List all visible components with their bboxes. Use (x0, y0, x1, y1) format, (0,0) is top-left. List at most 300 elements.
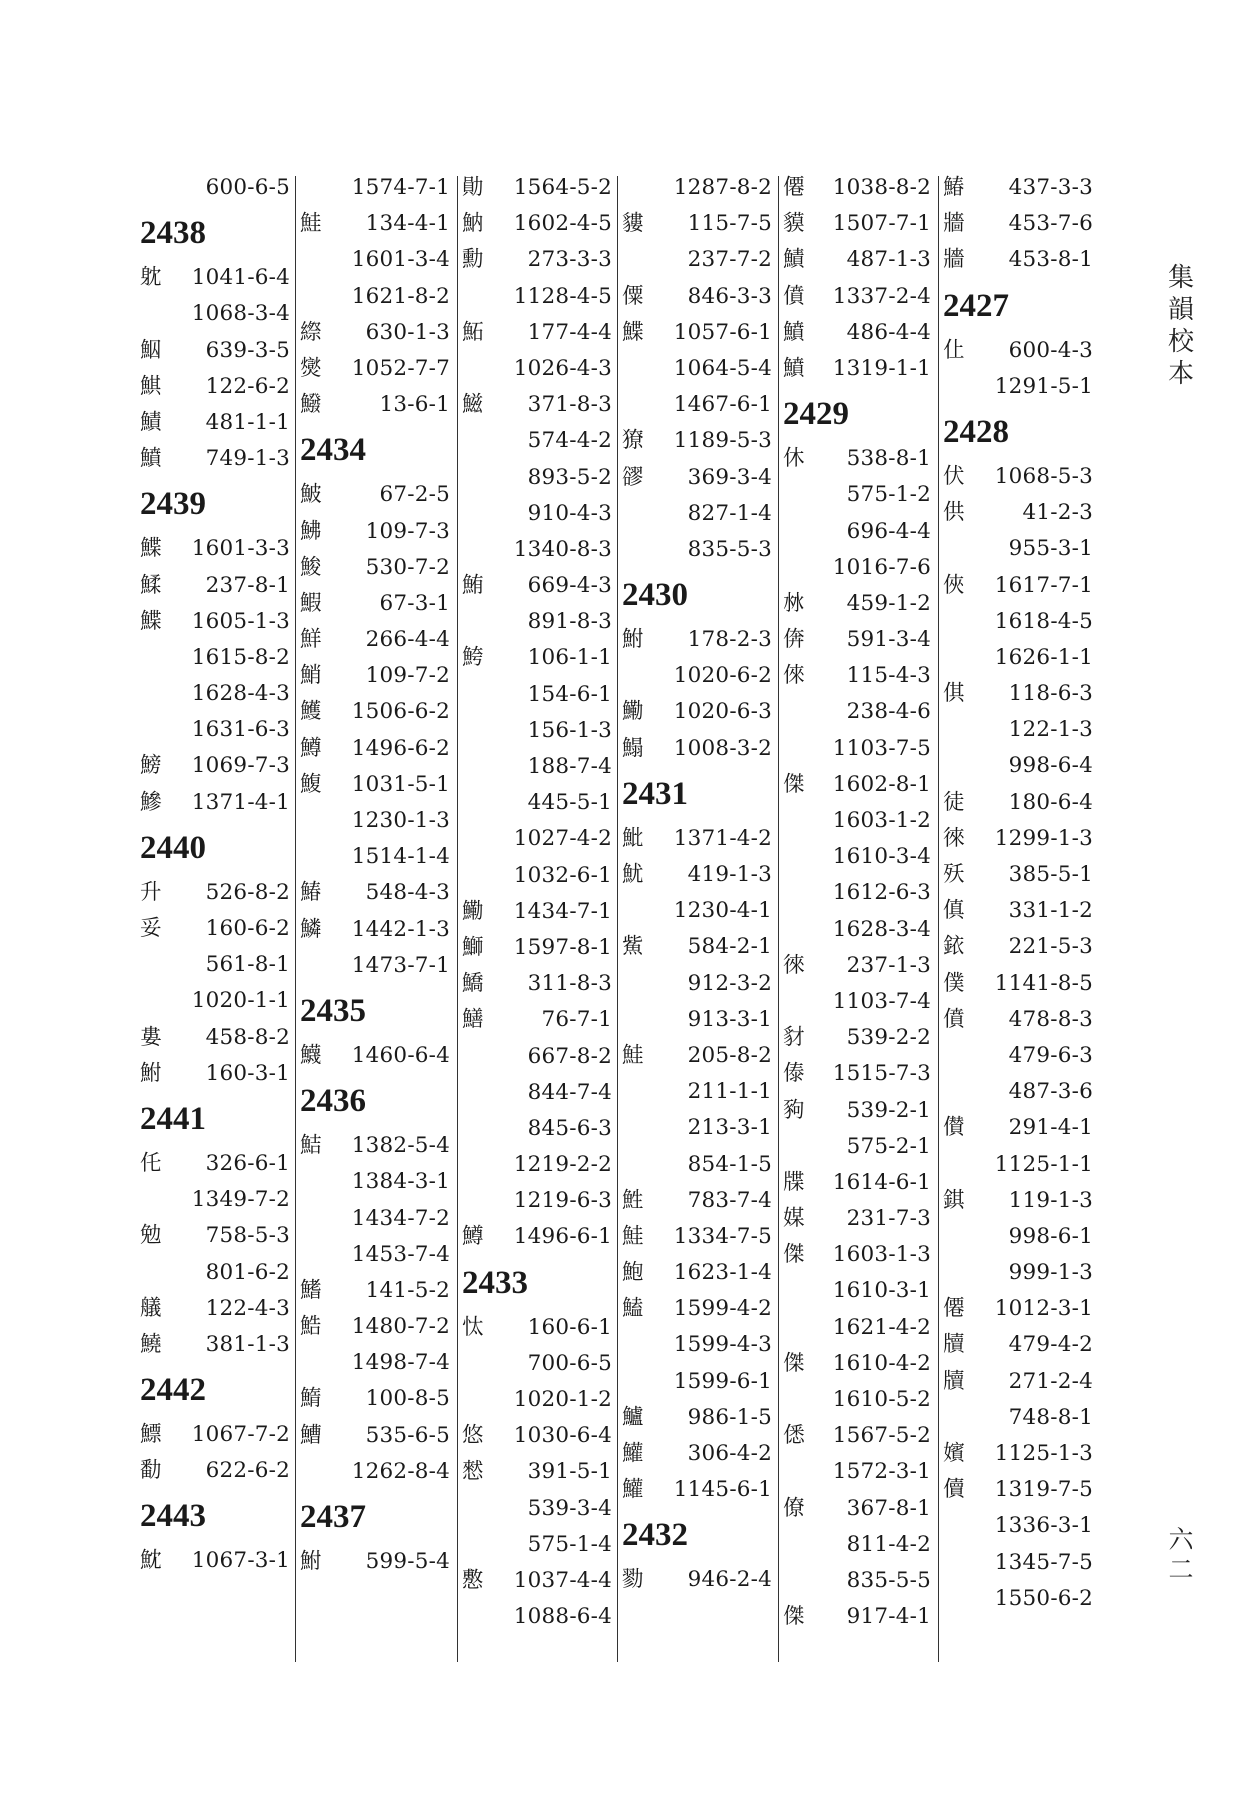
entry-reference: 122-4-3 (205, 1295, 290, 1321)
entry-reference: 1515-7-3 (832, 1061, 931, 1087)
entry-character: 牘 (943, 1368, 965, 1394)
index-entry (943, 1255, 1093, 1291)
index-entry (622, 1472, 772, 1508)
entry-character: 鰤 (462, 934, 484, 960)
index-entry (140, 369, 290, 405)
entry-character: 勠 (622, 1567, 644, 1593)
entry-reference: 1349-7-2 (191, 1187, 290, 1213)
entry-reference: 1012-3-1 (994, 1296, 1093, 1322)
index-entry (462, 640, 612, 676)
entry-reference: 445-5-1 (527, 790, 612, 816)
entry-character: 魷 (622, 862, 644, 887)
entry-reference: 1032-6-1 (513, 862, 612, 888)
index-entry (462, 1454, 612, 1490)
entry-reference: 391-5-1 (527, 1459, 612, 1485)
entry-character: 倴 (783, 627, 805, 653)
entry-reference: 479-6-3 (1008, 1042, 1093, 1068)
index-entry (462, 677, 612, 713)
index-entry (622, 1562, 772, 1598)
entry-character: 鮒 (300, 1549, 322, 1574)
index-entry (943, 495, 1093, 531)
index-entry (300, 1273, 450, 1309)
entry-reference: 1603-1-3 (832, 1242, 931, 1268)
entry-character: 傎 (943, 898, 965, 924)
index-entry (783, 1491, 931, 1527)
index-entry (783, 1129, 931, 1165)
index-entry (622, 170, 772, 206)
entry-character: 傑 (783, 771, 805, 797)
index-entry (783, 948, 931, 984)
entry-reference: 306-4-2 (687, 1441, 772, 1466)
index-entry (462, 749, 612, 785)
index-entry (622, 1002, 772, 1038)
section-number (140, 206, 290, 260)
index-entry (783, 1346, 931, 1382)
entry-reference: 458-8-2 (205, 1024, 290, 1050)
index-entry (783, 1527, 931, 1563)
index-entry (462, 496, 612, 532)
entry-reference: 115-4-3 (846, 663, 931, 689)
entry-reference: 1460-6-4 (351, 1042, 450, 1068)
index-entry (300, 1309, 450, 1345)
index-entry (140, 1182, 290, 1218)
entry-character: 鱙 (140, 1331, 162, 1357)
entry-reference: 1601-3-3 (191, 536, 290, 562)
index-entry (943, 640, 1093, 676)
entry-reference: 381-1-3 (205, 1331, 290, 1357)
section-number-text: 2434 (300, 432, 366, 469)
entry-reference: 1514-1-4 (351, 844, 450, 870)
entry-reference: 178-2-3 (687, 627, 772, 653)
index-entry (783, 1056, 931, 1092)
entry-reference: 1020-6-2 (673, 663, 772, 689)
entry-character: 鰈 (140, 608, 162, 634)
index-entry (140, 640, 290, 676)
entry-reference: 1498-7-4 (351, 1350, 450, 1376)
book-title: 集 韻 校 本 (1167, 263, 1194, 389)
entry-reference: 749-1-3 (205, 446, 290, 472)
index-entry (462, 1075, 612, 1111)
index-entry (943, 712, 1093, 748)
entry-reference: 913-3-1 (687, 1006, 772, 1032)
entry-character: 牒 (783, 1169, 805, 1195)
index-entry (300, 1381, 450, 1417)
entry-character: 僊 (943, 1296, 965, 1322)
index-entry (140, 1417, 290, 1453)
index-entry (462, 1219, 612, 1255)
entry-reference: 154-6-1 (527, 681, 612, 707)
entry-reference: 999-1-3 (1008, 1260, 1093, 1286)
index-entry (783, 477, 931, 513)
entry-reference: 180-6-4 (1008, 789, 1093, 815)
section-number-text: 2435 (300, 992, 366, 1029)
index-entry (462, 1039, 612, 1075)
entry-character: 鮭 (300, 211, 322, 237)
index-entry (783, 1165, 931, 1201)
entry-reference: 115-7-5 (687, 211, 772, 237)
entry-reference: 538-8-1 (846, 446, 931, 472)
column-divider (457, 176, 458, 1662)
index-entry (462, 1111, 612, 1147)
entry-reference: 998-6-1 (1008, 1223, 1093, 1249)
entry-reference: 109-7-2 (365, 663, 450, 689)
index-entry (622, 423, 772, 459)
index-entry (462, 1310, 612, 1346)
entry-reference: 845-6-3 (527, 1115, 612, 1141)
entry-character: 鱍 (300, 392, 322, 418)
entry-reference: 1628-4-3 (191, 681, 290, 707)
entry-character: 傑 (783, 1604, 805, 1630)
index-entry (783, 694, 931, 730)
entry-character: 儧 (943, 1115, 965, 1141)
entry-character: 鱹 (622, 1477, 644, 1503)
index-entry (300, 875, 450, 911)
entry-reference: 893-5-2 (527, 464, 612, 490)
entry-reference: 1610-3-4 (832, 844, 931, 870)
entry-character: 鮮 (300, 627, 322, 653)
entry-reference: 667-8-2 (527, 1043, 612, 1069)
index-entry (943, 1002, 1093, 1038)
index-entry (943, 1183, 1093, 1219)
entry-character: 鰖 (300, 1386, 322, 1412)
index-entry (462, 604, 612, 640)
entry-reference: 1496-6-2 (351, 735, 450, 761)
index-entry (783, 206, 931, 242)
index-entry (300, 315, 450, 351)
section-number (622, 1508, 772, 1562)
entry-reference: 1145-6-1 (673, 1477, 772, 1503)
entry-character: 徠 (783, 952, 805, 978)
entry-reference: 1626-1-1 (994, 644, 1093, 670)
index-entry (783, 622, 931, 658)
entry-character: 貗 (622, 211, 644, 237)
entry-reference: 946-2-4 (687, 1567, 772, 1593)
entry-reference: 1371-4-1 (191, 789, 290, 815)
section-number (943, 279, 1093, 333)
entry-reference: 986-1-5 (687, 1404, 772, 1430)
entry-reference: 1230-4-1 (673, 898, 772, 924)
index-entry (300, 351, 450, 387)
entry-character: 沝 (783, 590, 805, 616)
entry-reference: 273-3-3 (527, 247, 612, 273)
entry-reference: 177-4-4 (527, 319, 612, 345)
index-entry (300, 1128, 450, 1164)
entry-character: 傣 (783, 1061, 805, 1087)
entry-reference: 1382-5-4 (351, 1133, 450, 1159)
entry-reference: 1141-8-5 (994, 970, 1093, 996)
entry-reference: 487-3-6 (1008, 1079, 1093, 1105)
entry-character: 鮒 (622, 627, 644, 653)
index-entry (622, 532, 772, 568)
index-entry (300, 170, 450, 206)
index-entry (462, 930, 612, 966)
index-entry (140, 1255, 290, 1291)
entry-reference: 1020-1-1 (191, 988, 290, 1014)
entry-reference: 1088-6-4 (513, 1604, 612, 1630)
index-entry (622, 1038, 772, 1074)
index-entry (462, 242, 612, 278)
index-entry (943, 1472, 1093, 1508)
entry-reference: 1384-3-1 (351, 1169, 450, 1195)
entry-character: 嬪 (943, 1441, 965, 1466)
index-entry (140, 1453, 290, 1489)
section-number (462, 1256, 612, 1310)
entry-character: 鰦 (462, 392, 484, 418)
entry-character: 鰽 (300, 1422, 322, 1448)
entry-character: 鰒 (300, 771, 322, 797)
entry-reference: 1615-8-2 (191, 644, 290, 670)
entry-character: 艤 (140, 1295, 162, 1321)
section-number-text: 2438 (140, 215, 206, 252)
entry-reference: 1572-3-1 (832, 1459, 931, 1485)
entry-reference: 530-7-2 (365, 554, 450, 580)
index-entry (622, 1364, 772, 1400)
index-entry (140, 333, 290, 369)
entry-reference: 67-2-5 (379, 482, 450, 508)
entry-reference: 696-4-4 (846, 518, 931, 544)
entry-character: 鰈 (622, 319, 644, 345)
entry-character: 僨 (943, 1006, 965, 1032)
entry-reference: 486-4-4 (846, 319, 931, 345)
index-entry (622, 1400, 772, 1436)
entry-character: 僕 (943, 970, 965, 996)
entry-character: 升 (140, 879, 162, 905)
entry-character: 鱹 (622, 1441, 644, 1466)
index-entry (462, 858, 612, 894)
index-entry (300, 1164, 450, 1200)
entry-character: 鱔 (462, 1007, 484, 1033)
entry-character: 僨 (783, 283, 805, 309)
entry-reference: 600-6-5 (205, 175, 290, 200)
index-entry (622, 351, 772, 387)
index-entry (300, 767, 450, 803)
index-entry (622, 966, 772, 1002)
entry-reference: 599-5-4 (365, 1549, 450, 1574)
entry-character: 鮍 (300, 482, 322, 508)
entry-reference: 1599-4-2 (673, 1296, 772, 1322)
index-entry (300, 1454, 450, 1490)
index-entry (622, 1219, 772, 1255)
index-entry (140, 676, 290, 712)
entry-reference: 1599-4-3 (673, 1332, 772, 1358)
entry-reference: 910-4-3 (527, 500, 612, 526)
entry-reference: 539-2-1 (846, 1097, 931, 1123)
entry-reference: 459-1-2 (846, 590, 931, 616)
entry-reference: 1219-2-2 (513, 1152, 612, 1178)
entry-character: 鱴 (300, 1042, 322, 1068)
entry-character: 妥 (140, 916, 162, 941)
section-number (783, 387, 931, 441)
section-number (622, 767, 772, 821)
entry-reference: 1605-1-3 (191, 608, 290, 634)
entry-reference: 1567-5-2 (832, 1423, 931, 1449)
index-entry (943, 459, 1093, 495)
entry-reference: 548-4-3 (365, 880, 450, 906)
entry-character: 魫 (140, 1548, 162, 1574)
index-entry (140, 260, 290, 296)
section-number-text: 2429 (783, 396, 849, 433)
index-entry (622, 622, 772, 658)
entry-character: 鮄 (300, 518, 322, 544)
index-entry (300, 731, 450, 767)
entry-reference: 106-1-1 (527, 645, 612, 671)
entry-reference: 367-8-1 (846, 1495, 931, 1521)
index-entry (943, 1074, 1093, 1110)
section-number (300, 1074, 450, 1128)
section-number-text: 2427 (943, 287, 1009, 324)
index-entry (622, 1255, 772, 1291)
entry-reference: 758-5-3 (205, 1223, 290, 1249)
entry-character: 鮪 (462, 573, 484, 599)
entry-reference: 1610-5-2 (832, 1387, 931, 1412)
entry-reference: 76-7-1 (541, 1007, 612, 1033)
entry-reference: 1319-7-5 (994, 1477, 1093, 1503)
index-entry (622, 821, 772, 857)
entry-reference: 100-8-5 (365, 1386, 450, 1412)
index-entry (622, 496, 772, 532)
index-entry (783, 839, 931, 875)
index-entry (783, 1418, 931, 1454)
index-entry (140, 875, 290, 911)
index-entry (300, 586, 450, 622)
entry-reference: 1319-1-1 (832, 355, 931, 381)
entry-reference: 1599-6-1 (673, 1368, 772, 1394)
section-number-text: 2441 (140, 1100, 206, 1137)
section-number (300, 984, 450, 1038)
entry-character: 鯕 (140, 373, 162, 399)
index-entry (140, 531, 290, 567)
index-entry (622, 242, 772, 278)
entry-reference: 600-4-3 (1008, 337, 1093, 363)
entry-character: 懯 (462, 1567, 484, 1593)
entry-reference: 1052-7-7 (351, 355, 450, 381)
section-number-text: 2440 (140, 829, 206, 866)
index-entry (300, 387, 450, 423)
index-entry (943, 1327, 1093, 1363)
index-entry (140, 1327, 290, 1363)
entry-character: 勛 (462, 175, 484, 200)
entry-reference: 1067-3-1 (191, 1548, 290, 1574)
entry-reference: 211-1-1 (687, 1079, 772, 1105)
index-entry (462, 568, 612, 604)
entry-character: 鮂 (140, 337, 162, 363)
entry-character: 鱝 (783, 355, 805, 381)
entry-character: 鱸 (622, 1404, 644, 1430)
index-entry (943, 1545, 1093, 1581)
index-entry (462, 1491, 612, 1527)
index-entry (462, 206, 612, 242)
entry-character: 鮆 (622, 934, 644, 960)
entry-character: 錤 (943, 1187, 965, 1213)
entry-reference: 1020-6-3 (673, 699, 772, 725)
index-entry (943, 785, 1093, 821)
entry-reference: 844-7-4 (527, 1079, 612, 1105)
index-entry (300, 279, 450, 315)
entry-character: 徠 (943, 825, 965, 851)
entry-reference: 1262-8-4 (351, 1458, 450, 1484)
entry-reference: 188-7-4 (527, 754, 612, 779)
entry-reference: 1564-5-2 (513, 175, 612, 200)
entry-reference: 1068-5-3 (994, 463, 1093, 489)
entry-character: 貘 (783, 211, 805, 237)
entry-reference: 326-6-1 (205, 1150, 290, 1176)
index-entry (140, 405, 290, 441)
entry-character: 悠 (462, 1423, 484, 1449)
index-entry (943, 1110, 1093, 1146)
index-column (622, 170, 772, 1660)
section-number-text: 2443 (140, 1498, 206, 1535)
entry-reference: 122-1-3 (1008, 717, 1093, 743)
entry-character: 傑 (783, 1242, 805, 1268)
index-entry (140, 1020, 290, 1056)
index-column (300, 170, 450, 1660)
entry-character: 鮹 (300, 663, 322, 689)
index-entry (943, 1581, 1093, 1617)
entry-reference: 700-6-5 (527, 1350, 612, 1376)
index-entry (622, 315, 772, 351)
entry-character: 鰭 (300, 1277, 322, 1303)
index-entry (783, 1454, 931, 1490)
entry-reference: 1337-2-4 (832, 283, 931, 309)
entry-reference: 1334-7-5 (673, 1223, 772, 1249)
section-number-text: 2432 (622, 1517, 688, 1554)
section-number (140, 1363, 290, 1417)
entry-character: 鱒 (462, 1224, 484, 1250)
entry-character: 鰈 (140, 536, 162, 562)
entry-character: 鱝 (140, 446, 162, 472)
entry-character: 鱎 (462, 971, 484, 997)
index-entry (783, 1382, 931, 1418)
entry-character: 銥 (943, 934, 965, 960)
index-entry (783, 912, 931, 948)
entry-reference: 371-8-3 (527, 392, 612, 418)
entry-reference: 622-6-2 (205, 1458, 290, 1484)
section-number-text: 2437 (300, 1499, 366, 1535)
entry-character: 鮭 (622, 1042, 644, 1068)
entry-character: 忲 (462, 1314, 484, 1340)
index-entry (462, 1346, 612, 1382)
entry-reference: 1219-6-3 (513, 1188, 612, 1214)
entry-reference: 453-8-1 (1008, 247, 1093, 273)
entry-reference: 783-7-4 (687, 1187, 772, 1213)
section-number (140, 477, 290, 531)
entry-reference: 1574-7-1 (351, 175, 450, 200)
entry-reference: 998-6-4 (1008, 753, 1093, 779)
entry-character: 僳 (622, 283, 644, 309)
entry-character: 鱝 (783, 319, 805, 345)
section-number-text: 2439 (140, 486, 206, 523)
index-entry (300, 1544, 450, 1580)
entry-reference: 1299-1-3 (994, 825, 1093, 851)
index-entry (300, 912, 450, 948)
section-number-text: 2428 (943, 413, 1009, 450)
entry-reference: 1041-6-4 (191, 265, 290, 291)
index-entry (462, 532, 612, 568)
entry-reference: 134-4-1 (365, 211, 450, 237)
entry-character: 鱒 (300, 735, 322, 761)
index-entry (300, 242, 450, 278)
entry-reference: 1602-4-5 (513, 211, 612, 237)
entry-character: 鰕 (300, 590, 322, 616)
index-entry (783, 1563, 931, 1599)
entry-character: 豺 (783, 1025, 805, 1051)
index-entry (622, 1110, 772, 1146)
entry-reference: 1623-1-4 (673, 1260, 772, 1286)
entry-character: 牘 (943, 1332, 965, 1358)
entry-reference: 1621-8-2 (351, 283, 450, 309)
column-divider (778, 176, 779, 1662)
entry-character: 鰿 (140, 409, 162, 435)
